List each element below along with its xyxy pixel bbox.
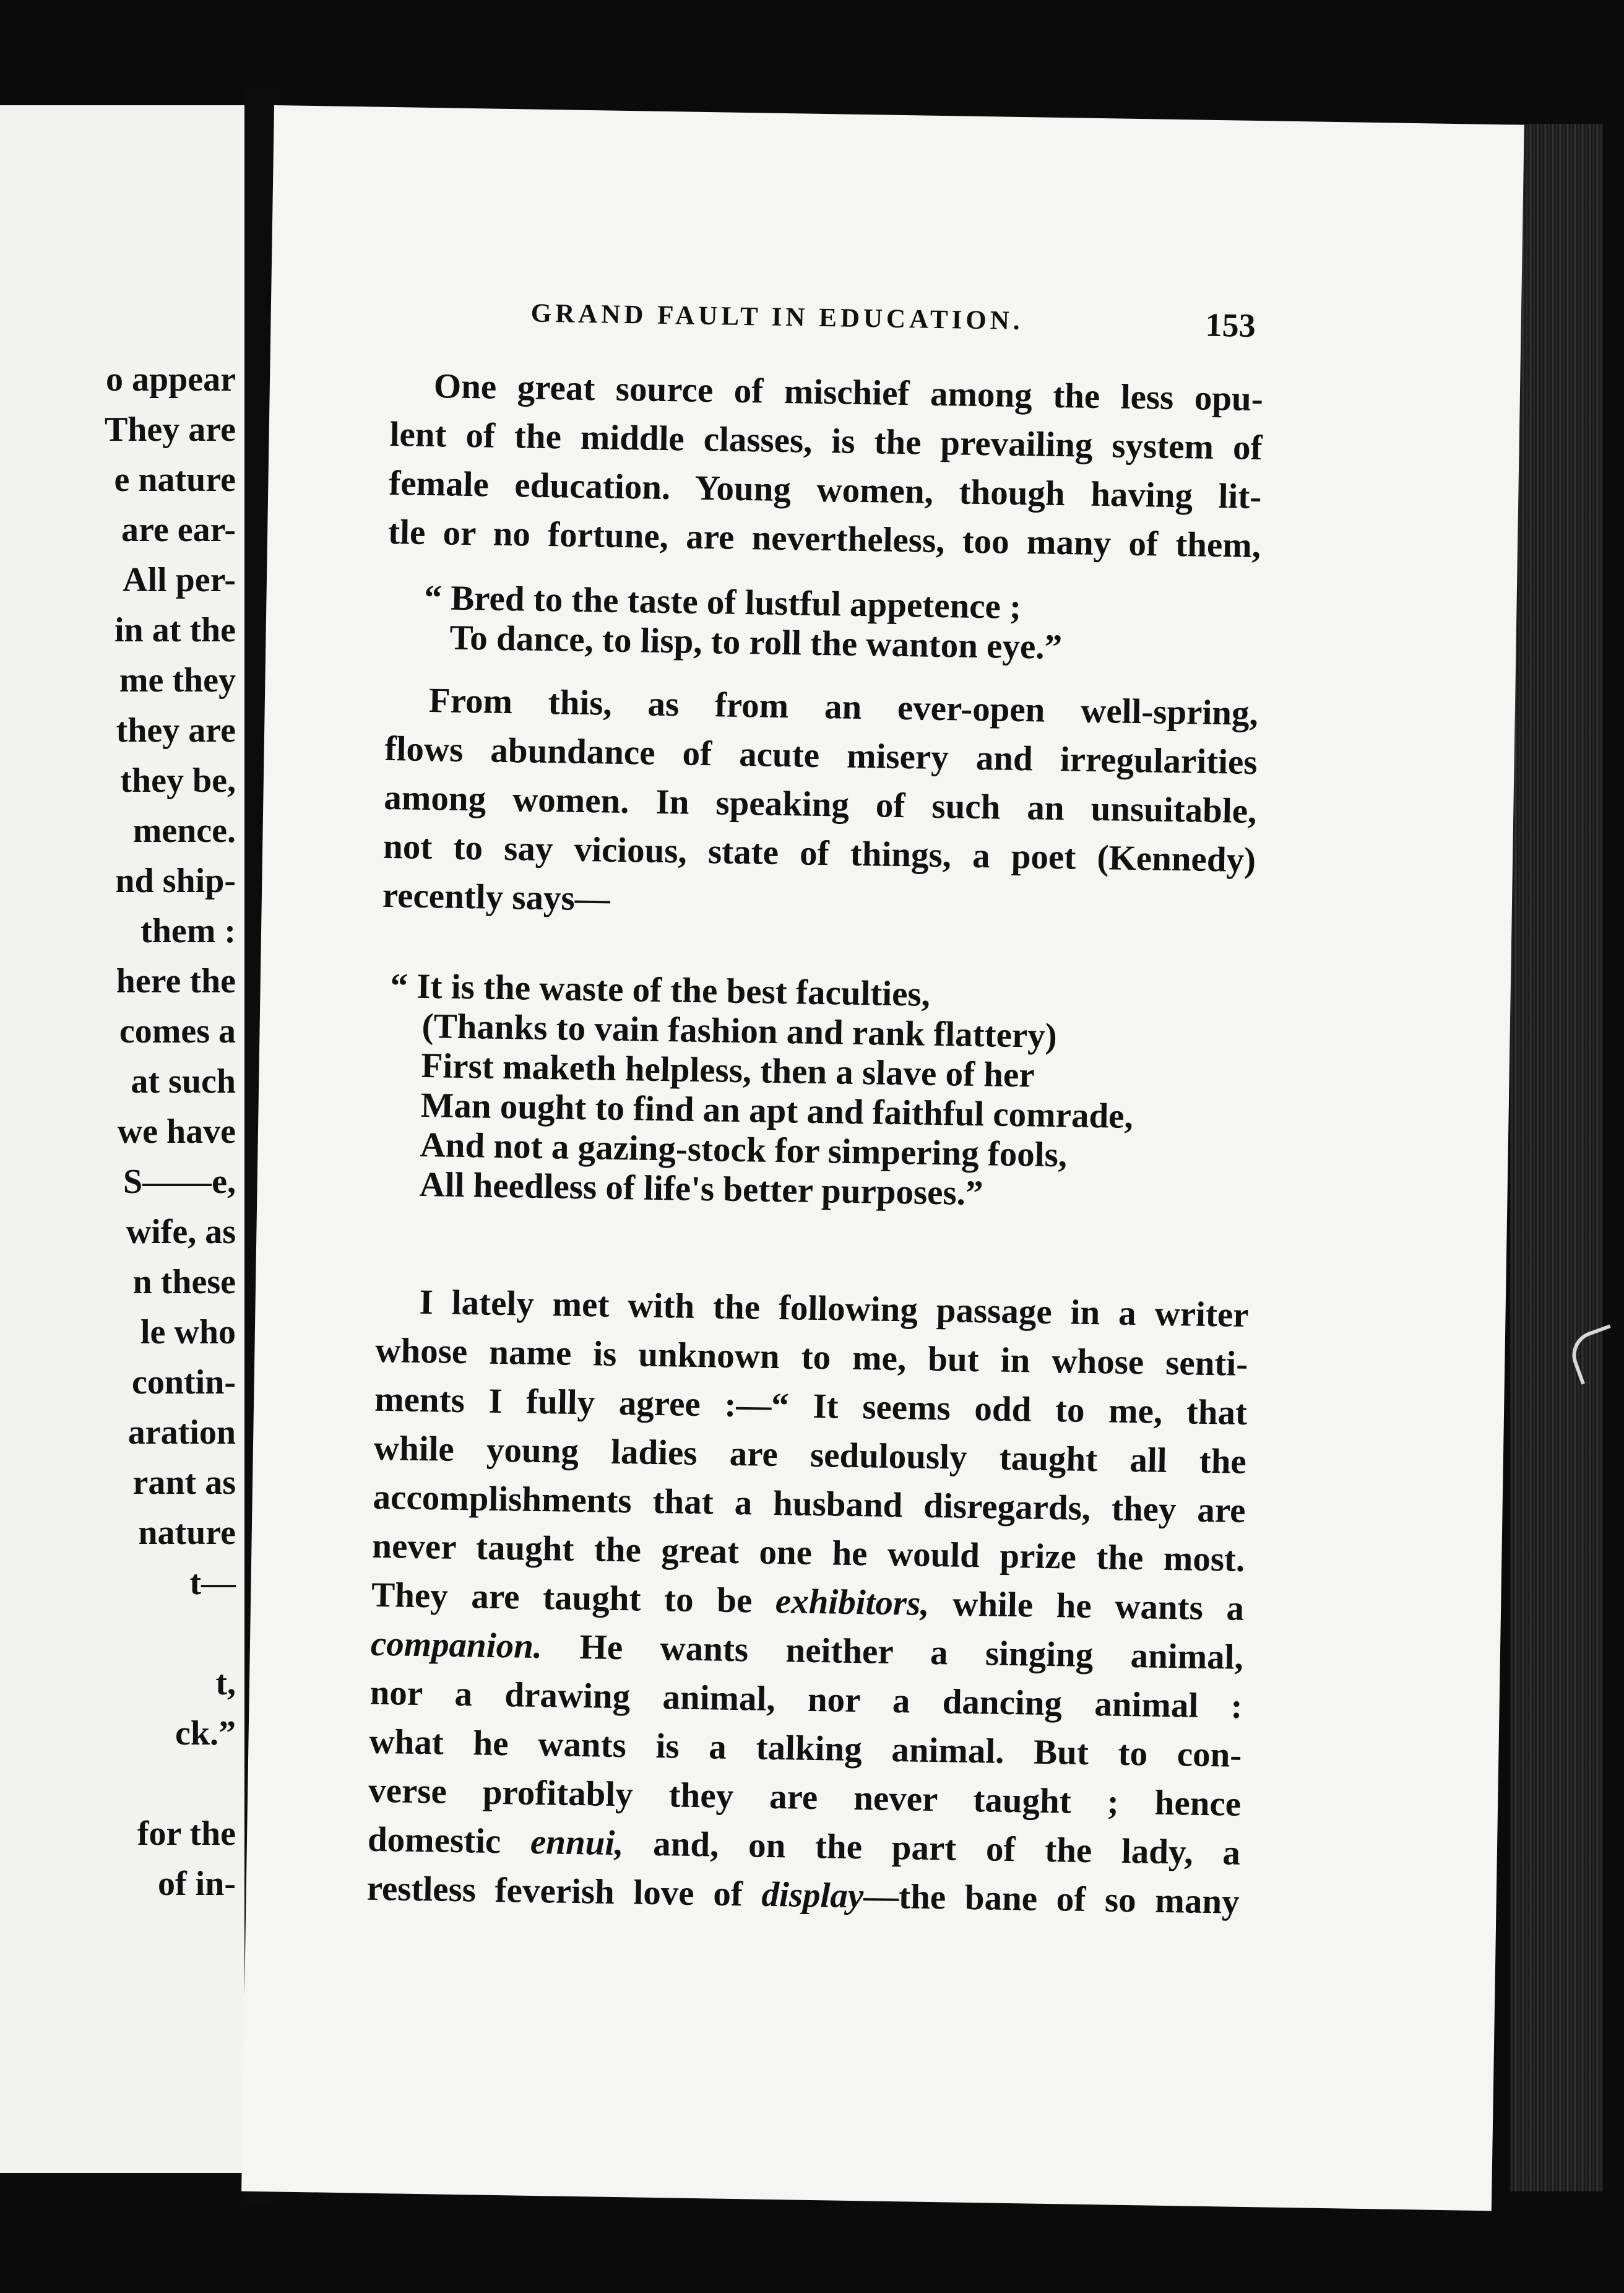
- right-page: [241, 105, 1524, 2211]
- italic-run: companion.: [370, 1624, 543, 1667]
- verse-quote-1: [423, 578, 1063, 667]
- italic-run: ennui,: [530, 1822, 624, 1863]
- left-facing-page: [0, 105, 244, 2173]
- text-line: female education. Young women, though having lit-: [388, 463, 1262, 517]
- left-page-line: nature: [138, 1514, 236, 1552]
- left-page-line: S——e,: [123, 1163, 236, 1201]
- left-page-line: comes a: [119, 1012, 236, 1051]
- paragraph-1: [388, 361, 1264, 570]
- text-run: He wants neither a singing animal,: [542, 1627, 1244, 1677]
- verse-line: First maketh helpless, then a slave of her: [421, 1046, 1035, 1095]
- text-line: among women. In speaking of such an unsuitable,: [383, 778, 1257, 831]
- text-line: not to say vicious, state of things, a poet (Kennedy): [382, 826, 1256, 880]
- text-line: while young ladies are sedulously taught all the: [373, 1428, 1247, 1481]
- verse-line: And not a gazing-stock for simpering fools,: [420, 1125, 1068, 1175]
- left-page-line: nd ship-: [115, 862, 236, 900]
- paragraph-3: [366, 1277, 1249, 1927]
- text-run: while he wants a: [929, 1584, 1245, 1628]
- left-page-line: they are: [116, 711, 236, 750]
- left-page-line: le who: [140, 1313, 236, 1351]
- text-run: domestic: [367, 1819, 531, 1862]
- verse-line: (Thanks to vain fashion and rank flattery): [421, 1006, 1058, 1056]
- text-line: accomplishments that a husband disregards, they are: [373, 1477, 1246, 1530]
- text-line: From this, as from an ever-open well-spring,: [428, 681, 1259, 734]
- text-line: lent of the middle classes, is the prevailing system of: [389, 415, 1263, 468]
- left-page-line: t—: [189, 1564, 236, 1602]
- running-header: GRAND FAULT IN EDUCATION.: [530, 298, 1024, 336]
- italic-run: display: [761, 1875, 864, 1916]
- left-page-line: here the: [116, 962, 236, 1000]
- text-line: I lately met with the following passage in a writer: [419, 1282, 1249, 1335]
- left-page-line: wife, as: [126, 1213, 236, 1251]
- verse-quote-2: [387, 966, 1135, 1216]
- left-page-line: All per-: [123, 561, 236, 599]
- left-page-line: t,: [215, 1664, 236, 1702]
- left-page-line: of in-: [158, 1865, 236, 1903]
- left-page-line: at such: [131, 1062, 236, 1101]
- text-line: ments I fully agree :—“ It seems odd to me, that: [374, 1379, 1248, 1433]
- left-page-line: mence.: [132, 812, 236, 850]
- left-page-line: me they: [119, 661, 236, 700]
- left-page-line: them :: [140, 912, 236, 950]
- verse-line: “ Bred to the taste of lustful appetence ;: [424, 578, 1022, 627]
- page-number: 153: [1205, 306, 1256, 344]
- text-line: never taught the great one he would prize the most.: [371, 1526, 1245, 1579]
- text-run: and, on the part of the lady, a: [623, 1824, 1241, 1873]
- italic-run: exhibitors,: [775, 1582, 930, 1623]
- text-line: recently says—: [382, 875, 611, 919]
- left-page-line: contin-: [132, 1363, 236, 1402]
- left-page-line: o appear: [106, 360, 236, 399]
- left-page-line: aration: [127, 1413, 236, 1452]
- left-page-line: They are: [104, 410, 236, 449]
- left-page-line: we have: [117, 1112, 236, 1151]
- left-page-line: they be,: [120, 761, 236, 800]
- text-line: tle or no fortune, are nevertheless, too many of them,: [387, 512, 1261, 566]
- text-line: whose name is unknown to me, but in whose senti-: [374, 1330, 1248, 1384]
- text-run: —the bane of so many: [863, 1876, 1240, 1922]
- left-page-line: n these: [132, 1263, 236, 1301]
- left-page-line: ck.”: [175, 1714, 236, 1753]
- page-edge-stack: [1510, 124, 1603, 2191]
- verse-line: All heedless of life's better purposes.”: [419, 1164, 983, 1213]
- text-run: They are taught to be: [371, 1575, 776, 1621]
- left-page-line: are ear-: [121, 511, 236, 549]
- verse-line: Man ought to find an apt and faithful comrade,: [420, 1085, 1134, 1136]
- left-page-line: rant as: [132, 1463, 236, 1502]
- text-run: restless feverish love of: [366, 1868, 762, 1914]
- paragraph-2: [382, 675, 1258, 934]
- left-page-line: e nature: [114, 461, 236, 499]
- verse-line: To dance, to lisp, to roll the wanton eye.”: [449, 618, 1063, 667]
- left-page-line: for the: [137, 1814, 236, 1853]
- text-line: nor a drawing animal, nor a dancing animal :: [369, 1673, 1243, 1726]
- text-line: flows abundance of acute misery and irregularities: [384, 729, 1258, 782]
- verse-line: “ It is the waste of the best faculties,: [390, 966, 931, 1014]
- left-page-line: in at the: [114, 611, 236, 649]
- text-line: what he wants is a talking animal. But to con-: [369, 1722, 1242, 1775]
- text-line: verse profitably they are never taught ; hence: [368, 1771, 1242, 1824]
- text-line: One great source of mischief among the less opu-: [433, 366, 1264, 419]
